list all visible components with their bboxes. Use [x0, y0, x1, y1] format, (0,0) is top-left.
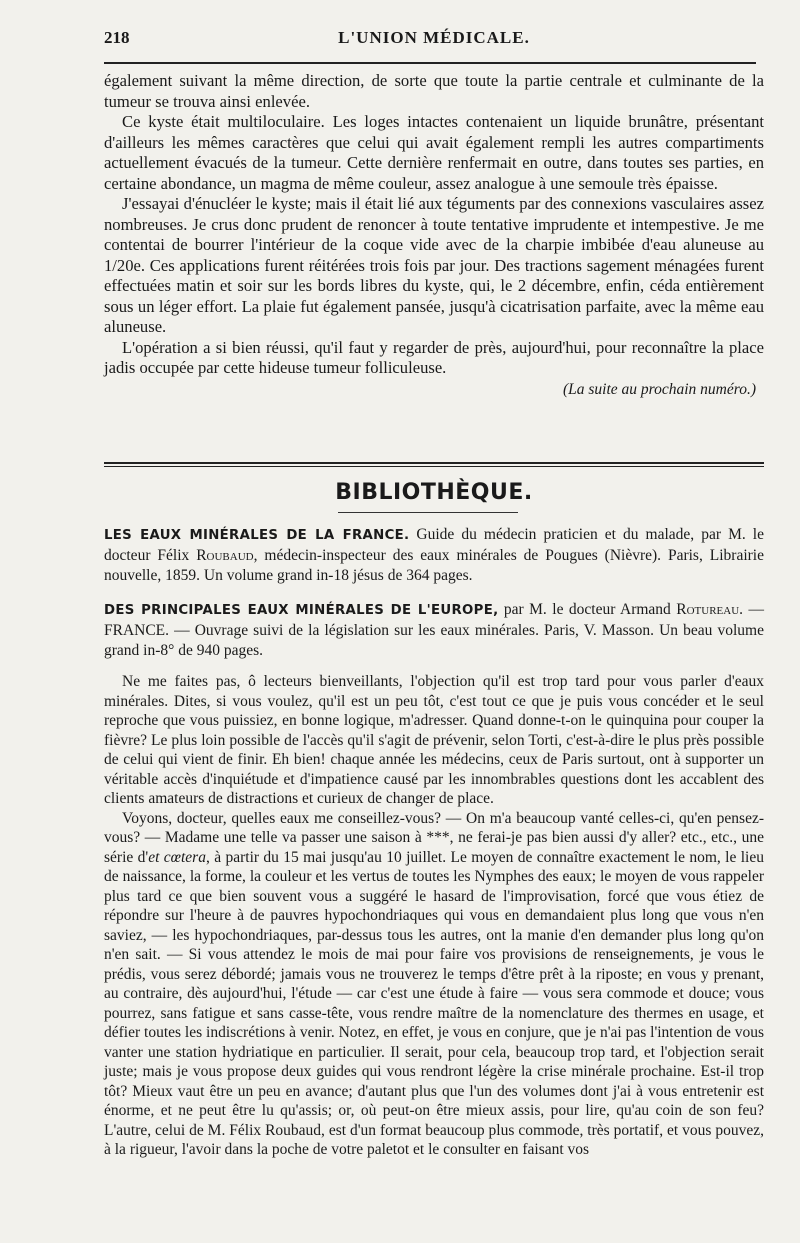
page-number: 218 [104, 28, 130, 47]
section-divider [104, 462, 764, 467]
article-continuation [104, 71, 764, 400]
continued-note: (La suite au prochain numéro.) [562, 380, 756, 398]
book-reviews [104, 525, 764, 675]
article-paragraph: également suivant la même direction, de sorte que toute la partie centrale et culminante de la tumeur se trouva ainsi enlevée. [104, 71, 764, 111]
heading-underline [338, 512, 518, 513]
review-title: DES PRINCIPALES EAUX MINÉRALES DE L'EUROPE, [104, 603, 499, 618]
review-body: — FRANCE. — Ouvrage suivi de la législation sur les eaux minérales. Paris, V. Masson. Un beau volume grand in-8° de 940 pages. [104, 601, 764, 659]
review-author: Roubaud [196, 547, 254, 564]
article-paragraph: Ce kyste était multiloculaire. Les loges intactes contenaient un liquide brunâtre, présentant d'ailleurs les mêmes caractères que celui qui avait également rempli les autres compartiments actuellement évacués de la tumeur. Cette dernière renfermait en outre, dans toutes ses parties, en certaine abondance, un magma de même couleur, assez analogue à une semoule très épaisse. [104, 112, 764, 193]
essay-paragraph [104, 809, 764, 1160]
review-entry [104, 525, 764, 586]
essay-text: , à partir du 15 mai jusqu'au 10 juillet. Le moyen de connaître exactement le nom, le lieu de naissance, la forme, la couleur et les vertus de toutes les Nymphes des eaux; le moyen de vous rappeler plus tard ce que bien souvent vous a suggéré le hasard de l'improvisation, forcé que vous étiez de répondre sur l'heure à de pauvres hypochondriaques qui vous en demandaient plus long que vous n'en saviez, — les hypochondriaques, par-dessus tous les autres, ont la manie d'en demander plus long qu'on n'en sait. — Si vous attendez le mois de mai pour faire vos provisions de renseignements, je vous le prédis, vous serez débordé; jamais vous ne trouverez le temps d'être prêt à la riposte; en vous y prenant, au contraire, dès aujourd'hui, l'étude — car c'est une étude à faire — vous sera commode et douce; vous pourrez, sans fatigue et sans casse-tête, vous rendre maître de la nomenclature des thermes en usage, et défier toutes les indiscrétions à venir. Notez, en effet, je vous en conjure, que je n'ai pas l'intention de vous vanter une station hydriatique en particulier. Il serait, pour cela, beaucoup trop tard, et l'objection serait juste; mais je vous propose deux guides qui vous rendront légère la crise minérale prochaine. Est-il trop tôt? Mieux vaut être un peu en avance; d'autant plus que l'un des volumes dont j'ai à vous entretenir est énorme, et ne peut être lu qu'assis; or, où peut-on être mieux assis, pour lire, qu'au coin de son feu? L'autre, celui de M. Félix Roubaud, est d'un format beaucoup plus commode, très portatif, et vous pouvez, à la rigueur, l'avoir dans la poche de votre paletot et le consulter en faisant vos [104, 848, 764, 1158]
journal-title: L'UNION MÉDICALE. [338, 28, 530, 47]
review-body: , médecin-inspecteur des eaux minérales de Pougues (Nièvre). Paris, Librairie nouvelle, 1859. Un volume grand in-18 jésus de 364 pages. [104, 547, 764, 584]
essay-paragraph: Ne me faites pas, ô lecteurs bienveillants, l'objection qu'il est trop tard pour vous parler d'eaux minérales. Dites, si vous voulez, qu'il est un peu tôt, c'est tout ce que je puis vous concéder et le seul reproche que vous puissiez, en bonne logique, m'adresser. Quand donne-t-on le quinquina pour couper la fièvre? Le plus loin possible de l'accès qu'il s'agit de prévenir, selon Torti, c'est-à-dire le plus près possible de celui qui vient de finir. Eh bien! chaque année les médecins, ceux de Paris surtout, ont à supporter un véritable accès d'inquiétude et d'impatience causé par les innombrables questions dont les accablent des clients amateurs de distractions et curieux de changer de place. [104, 673, 764, 807]
header-rule [104, 62, 756, 64]
section-heading: BIBLIOTHÈQUE. [335, 480, 533, 505]
review-body: Guide du médecin praticien et du malade, par M. le docteur Félix [104, 526, 764, 564]
review-author: Rotureau. [676, 601, 744, 618]
essay-italic: et cœtera [148, 848, 206, 866]
essay-text: Voyons, docteur, quelles eaux me conseillez-vous? — On m'a beaucoup vanté celles-ci, qu'en pensez-vous? — Madame une telle va passer une saison à ***, ne ferai-je pas bien aussi d'y aller? etc., etc., une série d' [104, 809, 764, 866]
review-body: par M. le docteur Armand [498, 601, 677, 618]
article-paragraph: L'opération a si bien réussi, qu'il faut y regarder de près, aujourd'hui, pour reconnaître la place jadis occupée par cette hideuse tumeur folliculeuse. [104, 337, 764, 377]
review-title: LES EAUX MINÉRALES DE LA FRANCE. [104, 528, 410, 543]
article-paragraph: J'essayai d'énucléer le kyste; mais il était lié aux téguments par des connexions vasculaires assez nombreuses. Je crus donc prudent de renoncer à toute tentative imprudente et intempestive. Je me contentai de bourrer l'intérieur de la coque vide avec de la charpie imbibée d'eau aluneuse au 1/20e. Ces applications furent réitérées trois fois par jour. Des tractions sagement ménagées furent effectuées matin et soir sur les bords libres du kyste, qui, le 2 décembre, enfin, céda entièrement sous un léger effort. La plaie fut également pansée, jusqu'à cicatrisation parfaite, avec la même eau aluneuse. [104, 194, 764, 336]
review-entry [104, 600, 764, 661]
review-essay [104, 672, 764, 1160]
running-head [104, 24, 764, 56]
